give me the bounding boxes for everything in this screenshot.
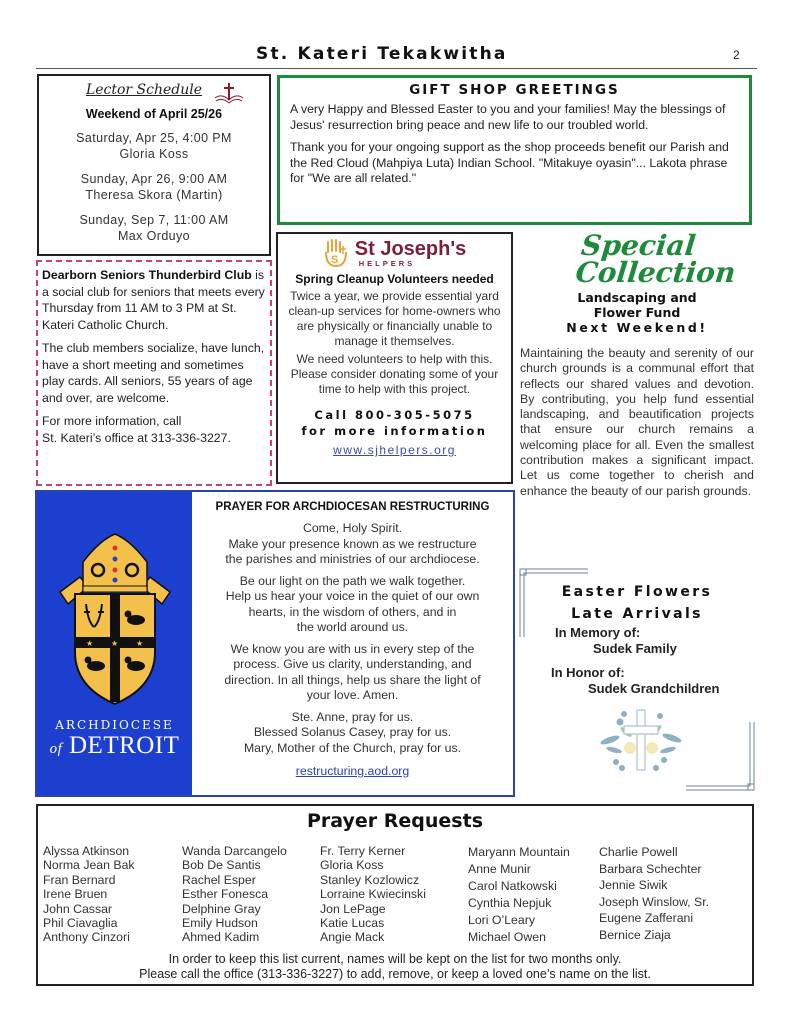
prayer-request-name: Anthony Cinzori	[43, 930, 130, 945]
of-label: of	[49, 741, 63, 757]
sj-helpers-phone: Call 800-305-5075	[314, 408, 475, 422]
page-number: 2	[733, 48, 740, 62]
lector-schedule-box	[37, 74, 271, 256]
prayer-requests-column	[182, 844, 287, 945]
prayer-request-name: Michael Owen	[468, 930, 546, 944]
prayer-line: your love. Amen.	[306, 688, 399, 702]
restructuring-box	[35, 490, 515, 797]
sj-helpers-call	[278, 407, 511, 439]
gift-shop-title: GIFT SHOP GREETINGS	[409, 82, 620, 98]
svg-text:★: ★	[86, 639, 94, 648]
archdiocese-logo-panel	[37, 492, 192, 795]
prayer-requests-footer-line1: In order to keep this list current, names will be kept on the list for two months only.	[168, 952, 622, 966]
page-title: St. Kateri Tekakwitha	[256, 44, 508, 64]
prayer-requests-column	[320, 844, 426, 945]
prayer-line: process. Give us clarity, understanding, and	[233, 657, 472, 671]
prayer-request-name: Fran Bernard	[43, 872, 116, 887]
prayer-request-name: Bob De Santis	[182, 858, 261, 873]
memory-name: Sudek Family	[593, 641, 677, 656]
restructuring-link[interactable]: restructuring.aod.org	[295, 764, 410, 778]
prayer-requests-column	[43, 844, 135, 945]
prayer-line: We know you are with us in every step of the	[230, 641, 475, 656]
svg-text:★: ★	[111, 639, 119, 648]
lector-schedule-title: Lector Schedule	[85, 82, 203, 98]
sj-helpers-name: St Joseph's	[354, 237, 467, 260]
helping-hand-icon	[323, 238, 349, 268]
sj-helpers-subtitle: HELPERS	[358, 258, 416, 268]
sj-helpers-para: We need volunteers to help with this. Please consider donating some of your time to help with this project.	[290, 352, 499, 396]
lector-slot-reader: Gloria Koss	[119, 147, 189, 161]
thunderbird-intro	[42, 267, 266, 333]
svg-text:S: S	[330, 254, 339, 266]
special-collection-box	[520, 229, 754, 499]
prayer-line: Come, Holy Spirit.	[302, 521, 403, 535]
prayer-request-name: Angie Mack	[320, 930, 385, 945]
thunderbird-contact-line2: St. Kateri’s office at 313-336-3227.	[42, 430, 231, 445]
prayer-request-name: Eugene Zafferani	[599, 911, 694, 925]
prayer-request-name: Emily Hudson	[182, 916, 258, 931]
lector-slot-time: Sunday, Apr 26, 9:00 AM	[80, 172, 228, 186]
restructuring-prayer	[192, 492, 513, 795]
prayer-request-name: Alyssa Atkinson	[43, 844, 130, 858]
late-arrivals-title: Late Arrivals	[571, 606, 703, 622]
prayer-line: Make your presence known as we restructure	[228, 536, 477, 551]
prayer-requests-column	[468, 844, 570, 946]
special-collection-body: Maintaining the beauty and serenity of our church grounds is a communal effort that reflects our shared values and devotion. By contributing, you help fund essential landscaping, and beautification projects that ensure our church remains a welcoming place for all. Even the smallest contribution makes a significant impact. Let us come together to cherish and enhance the beauty of our parish grounds.	[520, 346, 754, 498]
easter-flowers-title: Easter Flowers	[561, 584, 713, 600]
lector-slot-reader: Theresa Skora (Martin)	[85, 188, 223, 202]
prayer-request-name: Jennie Siwik	[599, 878, 668, 892]
prayer-request-name: Wanda Darcangelo	[182, 844, 287, 858]
corner-ornament-icon	[686, 722, 756, 792]
thunderbird-contact-line1: For more information, call	[42, 414, 182, 428]
prayer-line: Help us hear your voice in the quiet of our own	[225, 589, 480, 603]
prayer-request-name: Lorraine Kwiecinski	[320, 887, 426, 902]
prayer-request-name: Carol Natkowski	[468, 879, 557, 893]
special-collection-date: Next Weekend!	[566, 320, 708, 335]
detroit-text: DETROIT	[69, 732, 180, 759]
prayer-request-name: Irene Bruen	[43, 887, 108, 902]
lector-slot	[39, 212, 269, 244]
lector-slot	[39, 171, 269, 203]
archdiocese-crest-icon	[50, 532, 180, 707]
corner-ornament-icon	[518, 567, 588, 637]
special-collection-title	[517, 229, 757, 289]
sj-helpers-more-info: for more information	[301, 424, 488, 438]
thunderbird-contact	[42, 413, 266, 446]
gift-shop-para: A very Happy and Blessed Easter to you and your families! May the blessings of Jesus' resurrection bring peace and new life to our troubled world.	[290, 102, 726, 132]
prayer-request-name: Anne Munir	[468, 862, 531, 876]
prayer-request-name: Joseph Winslow, Sr.	[599, 894, 710, 909]
honor-label: In Honor of:	[551, 665, 625, 680]
archdiocese-label: ARCHDIOCESE	[55, 718, 174, 732]
sj-helpers-box	[276, 232, 513, 484]
prayer-stanza	[192, 642, 513, 704]
prayer-request-name: Ahmed Kadim	[182, 930, 260, 945]
prayer-stanza	[192, 574, 513, 636]
special-collection-title-line2: Collection	[573, 256, 738, 289]
prayer-requests-footer-line2: Please call the office (313-336-3227) to add, remove, or keep a loved one’s name on the list.	[139, 967, 651, 981]
prayer-request-name: Barbara Schechter	[599, 861, 702, 876]
prayer-line: hearts, in the wisdom of others, and in	[248, 604, 457, 619]
prayer-request-name: Rachel Esper	[182, 872, 256, 887]
prayer-request-name: Maryann Mountain	[468, 845, 570, 859]
prayer-request-name: Fr. Terry Kerner	[320, 844, 406, 858]
prayer-request-name: Cynthia Nepjuk	[468, 896, 552, 910]
prayer-request-name: Delphine Gray	[182, 901, 261, 916]
honor-name: Sudek Grandchildren	[588, 681, 720, 696]
sj-helpers-para: Twice a year, we provide essential yard clean-up services for home-owners who are physically or financially unable to manage it themselves.	[288, 289, 501, 348]
prayer-line: the parishes and ministries of our archdiocese.	[225, 552, 480, 566]
prayer-requests-footer	[38, 952, 752, 982]
prayer-request-name: Katie Lucas	[320, 916, 385, 931]
detroit-label	[37, 732, 192, 760]
cross-bible-icon	[213, 82, 245, 106]
thunderbird-details: The club members socialize, have lunch, have a short meeting and sometimes play cards. All seniors, 55 years of age and over, are welcome.	[42, 341, 265, 405]
easter-flowers-box	[518, 567, 756, 792]
prayer-requests-column	[599, 844, 709, 943]
lector-slot-time: Sunday, Sep 7, 11:00 AM	[79, 213, 229, 227]
gift-shop-box	[277, 75, 752, 225]
special-collection-title-line1: Special	[579, 229, 698, 262]
prayer-request-name: Stanley Kozlowicz	[320, 872, 420, 887]
lector-slot-reader: Max Orduyo	[117, 229, 191, 243]
prayer-line: Be our light on the path we walk together.	[239, 573, 466, 588]
memory-label: In Memory of:	[555, 625, 641, 640]
svg-text:★: ★	[136, 639, 144, 648]
gift-shop-para: Thank you for your ongoing support as the shop proceeds benefit our Parish and the Red Cloud (Mahpiya Luta) Indian School. "Mitakuye oyasin"... Lakota phrase for "We are all related."	[290, 140, 729, 185]
prayer-line: the world around us.	[296, 620, 409, 634]
prayer-request-name: John Cassar	[43, 901, 113, 916]
lector-slot	[39, 130, 269, 162]
prayer-line: direction. In all things, help us share the light of	[224, 672, 481, 687]
special-collection-subtitle	[520, 290, 754, 335]
thunderbird-title: Dearborn Seniors Thunderbird Club	[42, 268, 252, 282]
sj-helpers-logo	[278, 238, 511, 268]
prayer-request-name: Bernice Ziaja	[599, 927, 671, 942]
sj-helpers-headline: Spring Cleanup Volunteers needed	[295, 272, 494, 286]
thunderbird-intro-text: is a social club for seniors that meets every Thursday from 11 AM to 3 PM at St. Kateri Catholic Church.	[42, 268, 265, 332]
special-collection-fund-line2: Flower Fund	[593, 305, 681, 320]
floral-cross-icon	[596, 704, 686, 776]
sj-helpers-link[interactable]: www.sjhelpers.org	[333, 443, 456, 457]
lector-weekend: Weekend of April 25/26	[85, 107, 223, 121]
header-divider	[36, 68, 757, 69]
prayer-stanza	[192, 710, 513, 757]
restructuring-title: PRAYER FOR ARCHDIOCESAN RESTRUCTURING	[215, 501, 490, 513]
prayer-request-name: Gloria Koss	[320, 858, 384, 873]
prayer-request-name: Lori O’Leary	[468, 913, 535, 927]
prayer-request-name: Phil Ciavaglia	[43, 916, 118, 931]
prayer-requests-box	[36, 804, 754, 986]
prayer-request-name: Charlie Powell	[599, 845, 678, 859]
prayer-request-name: Jon LePage	[320, 901, 386, 916]
lector-slot-time: Saturday, Apr 25, 4:00 PM	[76, 131, 232, 145]
prayer-line: Ste. Anne, pray for us.	[291, 709, 414, 724]
prayer-line: Blessed Solanus Casey, pray for us.	[253, 725, 452, 739]
special-collection-fund-line1: Landscaping and	[577, 290, 697, 305]
thunderbird-club-box	[36, 260, 272, 486]
prayer-line: Mary, Mother of the Church, pray for us.	[243, 740, 462, 755]
prayer-request-name: Norma Jean Bak	[43, 858, 135, 873]
prayer-requests-title: Prayer Requests	[306, 810, 484, 832]
prayer-request-name: Esther Fonesca	[182, 887, 269, 902]
prayer-stanza	[192, 521, 513, 568]
